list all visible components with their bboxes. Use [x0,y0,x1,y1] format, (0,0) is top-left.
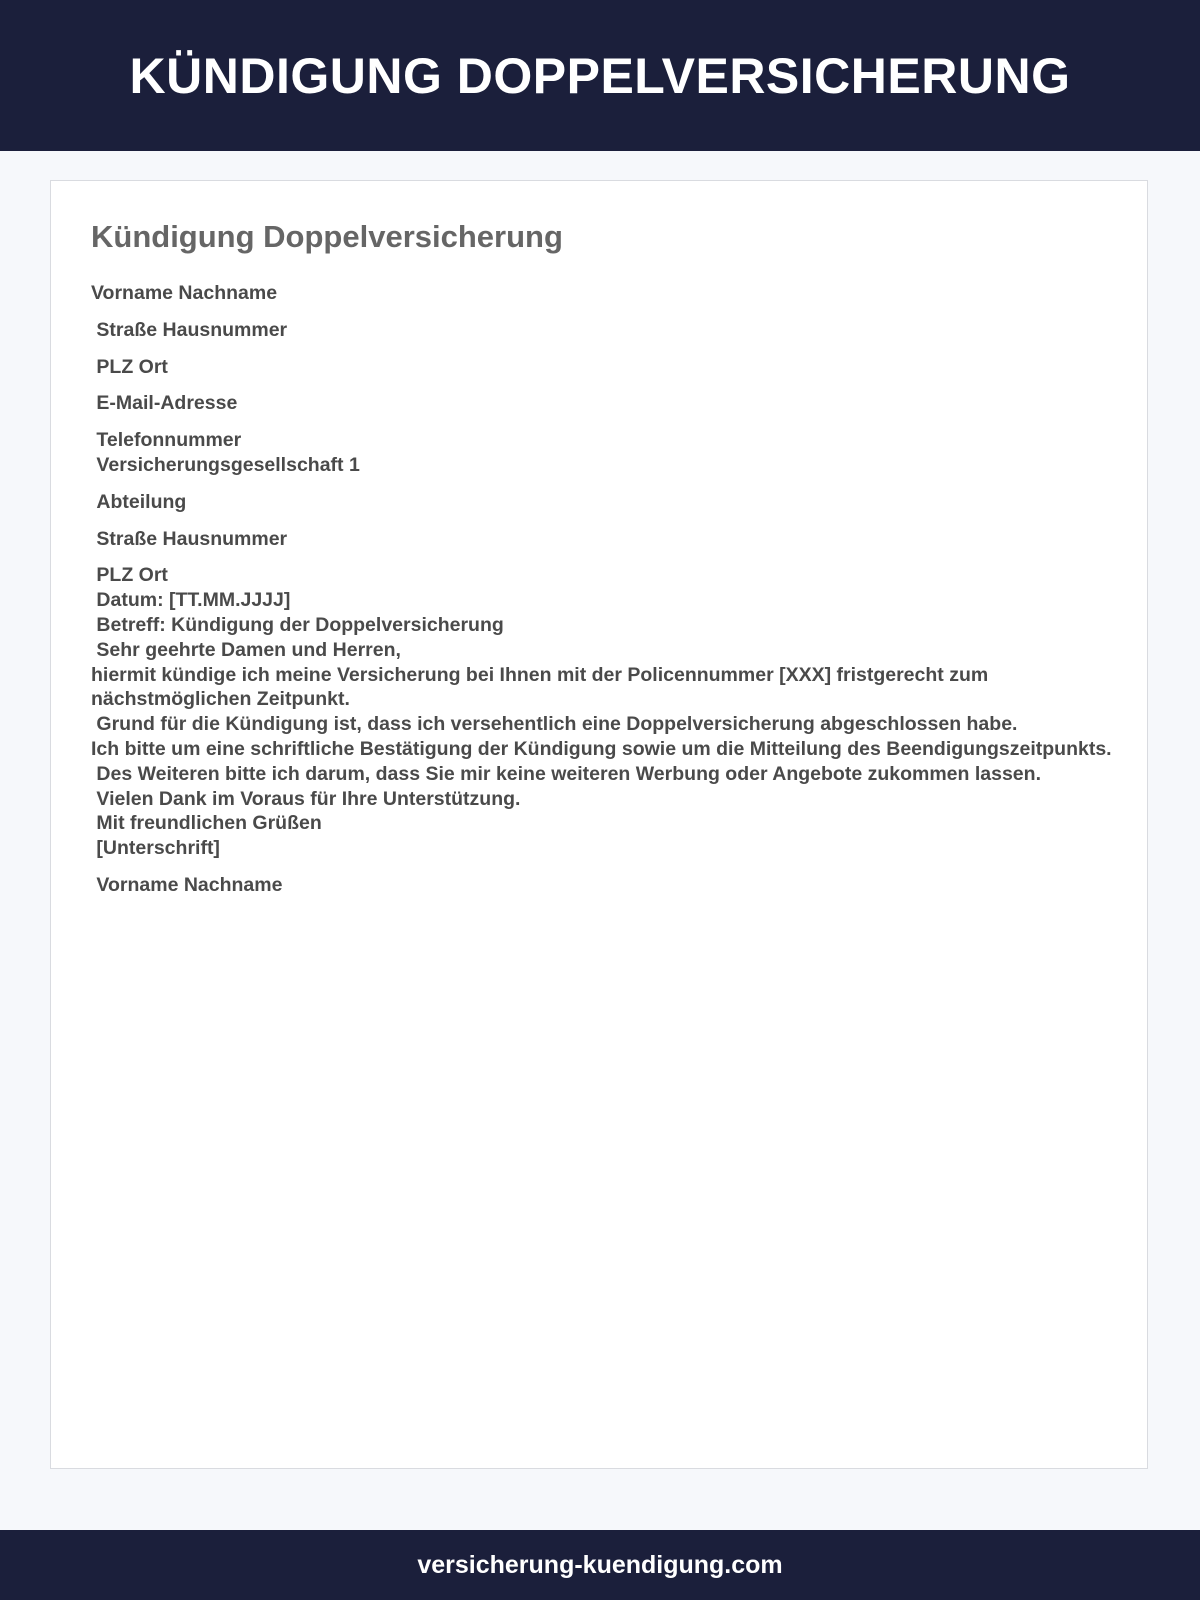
letter-date: Datum: [TT.MM.JJJJ] [91,589,291,612]
page-header [0,0,1200,151]
sender-city: PLZ Ort [91,355,168,378]
letter-closing: Mit freundlichen Grüßen [91,812,322,835]
letter-paragraph: Vielen Dank im Voraus für Ihre Unterstützung. [91,787,521,810]
page-title: KÜNDIGUNG DOPPELVERSICHERUNG [129,47,1071,104]
recipient-company: Versicherungsgesellschaft 1 [91,453,360,476]
signature-name: Vorname Nachname [91,873,283,896]
letter-subject: Betreff: Kündigung der Doppelversicherung [91,613,504,636]
recipient-city: PLZ Ort [91,564,168,587]
footer-site-link[interactable]: versicherung-kuendigung.com [417,1550,783,1579]
letter-body [91,281,1121,898]
sender-phone: Telefonnummer [91,429,242,452]
recipient-street: Straße Hausnummer [91,527,288,550]
page-footer [0,1530,1200,1600]
letter-salutation: Sehr geehrte Damen und Herren, [91,638,401,661]
sender-street: Straße Hausnummer [91,318,288,341]
letter-paragraph: hiermit kündige ich meine Versicherung bei Ihnen mit der Policennummer [XXX] fristgerecht zum nächstmöglichen Zeitpunkt. [91,663,994,711]
letter-card [50,180,1148,1469]
sender-name: Vorname Nachname [91,282,278,304]
signature-placeholder: [Unterschrift] [91,837,220,860]
document-title: Kündigung Doppelversicherung [91,219,563,254]
letter-paragraph: Grund für die Kündigung ist, dass ich versehentlich eine Doppelversicherung abgeschlossen habe. [91,713,1018,736]
letter-paragraph: Ich bitte um eine schriftliche Bestätigung der Kündigung sowie um die Mitteilung des Beendigungszeitpunkts. [91,737,1112,760]
sender-email: E-Mail-Adresse [91,392,238,415]
letter-paragraph: Des Weiteren bitte ich darum, dass Sie mir keine weiteren Werbung oder Angebote zukommen lassen. [91,762,1041,785]
recipient-department: Abteilung [91,490,187,513]
